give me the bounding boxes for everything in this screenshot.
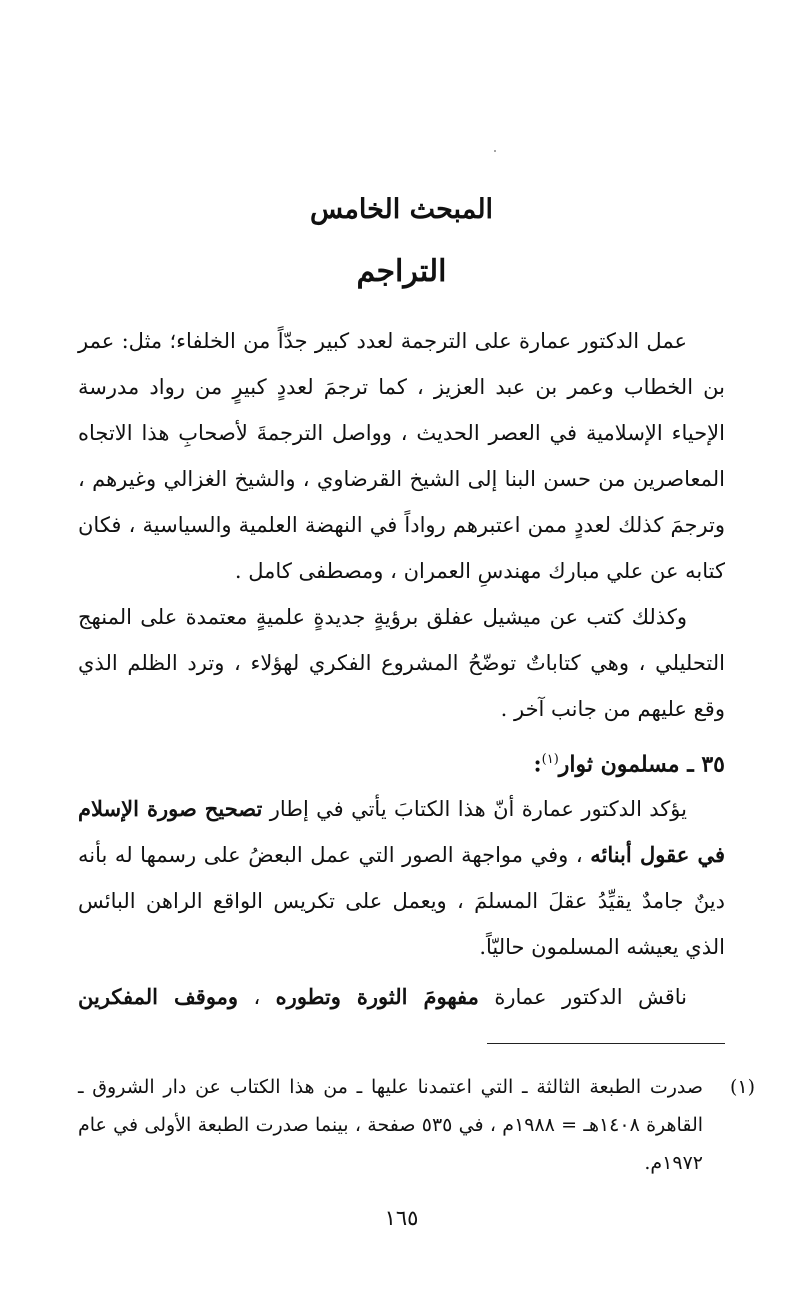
section-title: التراجم <box>356 254 447 289</box>
paragraph-aflaq: وكذلك كتب عن ميشيل عفلق برؤيةٍ جديدةٍ علميةٍ معتمدة على المنهج التحليلي ، وهي كتاباتٌ توضّحُ المشروع الفكري لهؤلاء ، وترد الظلم الذي وقع عليهم من جانب آخر . <box>78 605 725 721</box>
footnote-text: صدرت الطبعة الثالثة ـ التي اعتمدنا عليها ـ من هذا الكتاب عن دار الشروق ـ القاهرة ١٤٠٨هـ = ١٩٨٨م ، في ٥٣٥ صفحة ، بينما صدرت الطبعة الأولى في عام ١٩٧٢م. <box>78 1076 704 1174</box>
paragraph-translations: عمل الدكتور عمارة على الترجمة لعدد كبير جدّاً من الخلفاء؛ مثل: عمر بن الخطاب وعمر بن عبد العزيز ، كما ترجمَ لعددٍ كبيرٍ من رواد مدرسة الإحياء الإسلامية في العصر الحديث ، وواصل الترجمةَ لأصحابِ هذا الاتجاه المعاصرين من حسن البنا إلى الشيخ القرضاوي ، والشيخ الغزالي وغيرهم ، وترجمَ كذلك لعددٍ ممن اعتبرهم رواداً في النهضة العلمية والسياسية ، فكان كتابه عن علي مبارك مهندسِ العمران ، ومصطفى كامل . <box>78 329 725 583</box>
paragraph-book-purpose <box>78 786 725 970</box>
paragraph-revolution-concept <box>78 974 725 1020</box>
heading-muslim-revolutionaries <box>78 737 725 787</box>
scan-speck <box>494 150 496 152</box>
footnote-separator <box>487 1043 725 1044</box>
paragraph-4-text-b: ، <box>238 985 276 1009</box>
footnote <box>78 1068 755 1182</box>
heading-text: ٣٥ ـ مسلمون ثوار <box>558 751 725 778</box>
page-number: ١٦٥ <box>384 1206 419 1230</box>
paragraph-3-text-a: يؤكد الدكتور عمارة أنّ هذا الكتابَ يأتي في إطار <box>262 797 687 821</box>
section-label: المبحث الخامس <box>309 194 494 225</box>
paragraph-3-text-b: ، وفي مواجهة الصور التي عمل البعضُ على رسمها له بأنه دينٌ جامدٌ يقيِّدُ عقلَ المسلمَ ، ويعمل على تكريس الواقع الراهن البائس الذي يعيشه المسلمون حاليّاً. <box>78 843 725 959</box>
paragraph-4-bold-b: وموقف المفكرين <box>78 984 239 1009</box>
paragraph-4-bold-a: مفهومَ الثورة وتطوره <box>275 984 479 1009</box>
paragraph-3-bold-a: تصحيح صورة الإسلام في عقول أبنائه <box>78 796 725 867</box>
footnote-reference[interactable]: (١) <box>541 752 559 767</box>
heading-colon: : <box>533 751 542 778</box>
footnote-mark: (١) <box>729 1076 755 1098</box>
paragraph-4-text-a: ناقش الدكتور عمارة <box>478 985 688 1009</box>
